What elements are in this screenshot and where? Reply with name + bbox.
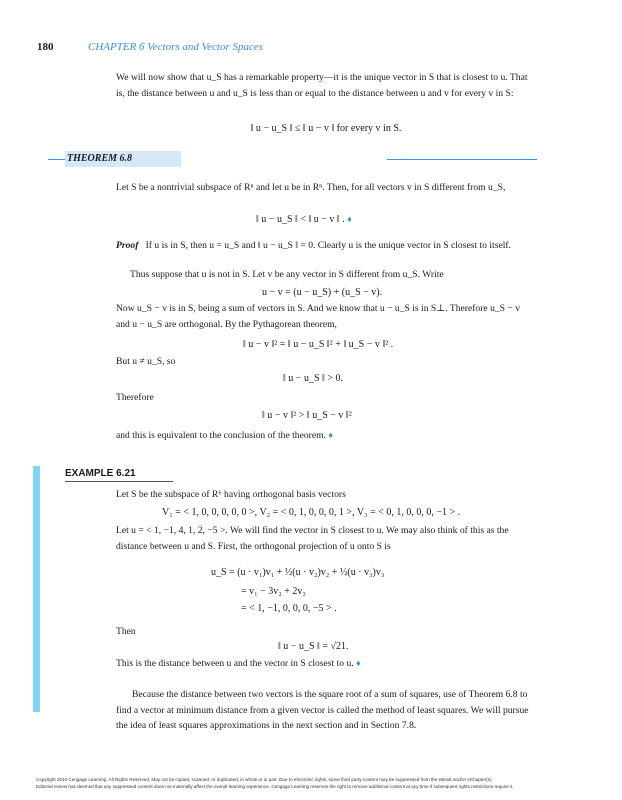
closing-paragraph: Because the distance between two vectors is the square root of a sum of squares, use of Theorem 6.8 to find a vector at minimum distance from a given vector is called the method of least squares. We will pursue the idea of least squares approximations in the next section and in Section 7.8. [116, 689, 529, 731]
page-number: 180 [37, 41, 54, 53]
example-equation-4: = < 1, −1, 0, 0, 0, −5 > . [241, 603, 337, 614]
proof-paragraph-6: and this is equivalent to the conclusion of the theorem. ♦ [116, 430, 333, 441]
theorem-title: THEOREM 6.8 [67, 153, 133, 164]
theorem-equation: ‖ u − u_S ‖ < ‖ u − v ‖ . ♦ [256, 214, 352, 225]
proof-equation-4: ‖ u − v ‖² > ‖ u_S − v ‖² [262, 410, 352, 421]
proof-label: Proof [116, 240, 139, 251]
theorem-rule-right [387, 159, 537, 160]
footer-editorial: Editorial review has deemed that any suppressed content does not materially affect the overall learning experience. Cengage Learning reserves the right to remove additional content at any time if subsequent rights restrictions require it. [36, 784, 514, 789]
chapter-heading: CHAPTER 6 Vectors and Vector Spaces [88, 41, 264, 53]
footer-copyright: Copyright 2010 Cengage Learning. All Rights Reserved. May not be copied, scanned, or duplicated, in whole or in part. Due to electronic rights, some third party content may be suppressed from the eBook and/or eChapter(s). [36, 777, 493, 782]
example-equation-1: V₁ = < 1, 0, 0, 0, 0, 0 >, V₂ = < 0, 1, 0, 0, 0, 1 >, V₃ = < 0, 1, 0, 0, 0, −1 > . [162, 507, 461, 518]
end-diamond-icon: ♦ [328, 430, 333, 440]
proof-paragraph-5: Therefore [116, 392, 154, 403]
example-equation-5: ‖ u − u_S ‖ = √21. [278, 641, 349, 652]
proof-equation-1: u − v = (u − u_S) + (u_S − v). [262, 287, 383, 298]
proof-equation-2: ‖ u − v ‖² = ‖ u − u_S ‖² + ‖ u_S − v ‖² . [243, 339, 394, 350]
intro-equation: ‖ u − u_S ‖ ≤ ‖ u − v ‖ for every v in S. [250, 123, 402, 134]
proof-paragraph-2: Thus suppose that u is not in S. Let v be any vector in S different from u_S. Write [130, 269, 444, 280]
end-diamond-icon: ♦ [356, 658, 361, 668]
example-paragraph-2: Let u = < 1, −1, 4, 1, 2, −5 >. We will find the vector in S closest to u. We may also think of this as the distance between u and S. First, the orthogonal projection of u onto S is [116, 525, 509, 552]
intro-paragraph: We will now show that u_S has a remarkable property—it is the unique vector in S that is closest to u. That is, the distance between u and u_S is less than or equal to the distance between u and v for every v in S: [116, 72, 528, 99]
theorem-rule-left [48, 159, 65, 160]
proof-paragraph-1: Proof If u is in S, then u = u_S and ‖ u − u_S ‖ = 0. Clearly u is the unique vector in S closest to itself. [116, 240, 511, 251]
example-paragraph-3: Then [116, 626, 136, 637]
example-sidebar-bar [33, 466, 40, 712]
example-rule [65, 481, 173, 482]
example-equation-2: u_S = (u · v₁)v₁ + ½(u · v₂)v₂ + ½(u · v₃)v₃ [211, 567, 385, 578]
example-paragraph-1: Let S be the subspace of R⁶ having orthogonal basis vectors [116, 489, 346, 500]
example-paragraph-4: This is the distance between u and the vector in S closest to u. ♦ [116, 658, 361, 669]
proof-paragraph-4: But u ≠ u_S, so [116, 356, 176, 367]
proof-paragraph-3: Now u_S − v is in S, being a sum of vectors in S. And we know that u − u_S is in S⊥. Therefore u_S − v and u − u_S are orthogonal. By the Pythagorean theorem, [116, 303, 521, 330]
theorem-statement: Let S be a nontrivial subspace of Rⁿ and let u be in Rⁿ. Then, for all vectors v in S different from u_S, [116, 182, 506, 193]
end-diamond-icon: ♦ [347, 214, 352, 224]
example-title: EXAMPLE 6.21 [65, 468, 136, 479]
proof-equation-3: ‖ u − u_S ‖ > 0. [283, 373, 343, 384]
example-equation-3: = v₁ − 3v₂ + 2v₃ [241, 586, 306, 597]
